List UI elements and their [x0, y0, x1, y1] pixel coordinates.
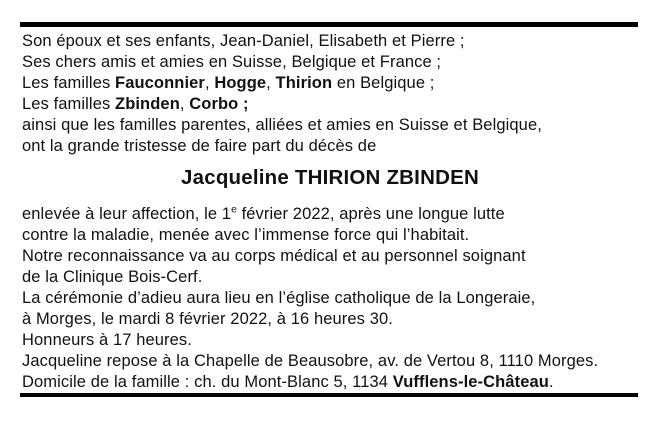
text-line: Honneurs à 17 heures.	[22, 331, 192, 349]
text-line: Les familles Fauconnier, Hogge, Thirion en Belgique ;	[22, 74, 435, 92]
text-line: Notre reconnaissance va au corps médical et au personnel soignant	[22, 247, 526, 265]
text-line: de la Clinique Bois-Cerf.	[22, 268, 203, 286]
text-line: Domicile de la famille : ch. du Mont-Blanc 5, 1134 Vufflens-le-Château.	[22, 373, 554, 391]
text-line: Les familles Zbinden, Corbo ;	[22, 95, 249, 113]
family-intro-paragraph	[22, 31, 638, 157]
text-line: à Morges, le mardi 8 février 2022, à 16 heures 30.	[22, 310, 393, 328]
text-line: enlevée à leur affection, le 1e février 2022, après une longue lutte	[22, 204, 505, 223]
obituary-notice	[20, 22, 638, 397]
deceased-name-title: Jacqueline THIRION ZBINDEN	[181, 166, 479, 189]
notice-body-paragraph	[22, 204, 638, 393]
text-line: Son époux et ses enfants, Jean-Daniel, Elisabeth et Pierre ;	[22, 32, 465, 50]
text-line: ainsi que les familles parentes, alliées et amies en Suisse et Belgique,	[22, 116, 542, 134]
text-line: Ses chers amis et amies en Suisse, Belgique et France ;	[22, 53, 442, 71]
text-line: contre la maladie, menée avec l’immense force qui l’habitait.	[22, 226, 470, 244]
text-line: La cérémonie d’adieu aura lieu en l’église catholique de la Longeraie,	[22, 289, 536, 307]
text-line: Jacqueline repose à la Chapelle de Beausobre, av. de Vertou 8, 1110 Morges.	[22, 352, 599, 370]
text-line: ont la grande tristesse de faire part du décès de	[22, 137, 377, 155]
